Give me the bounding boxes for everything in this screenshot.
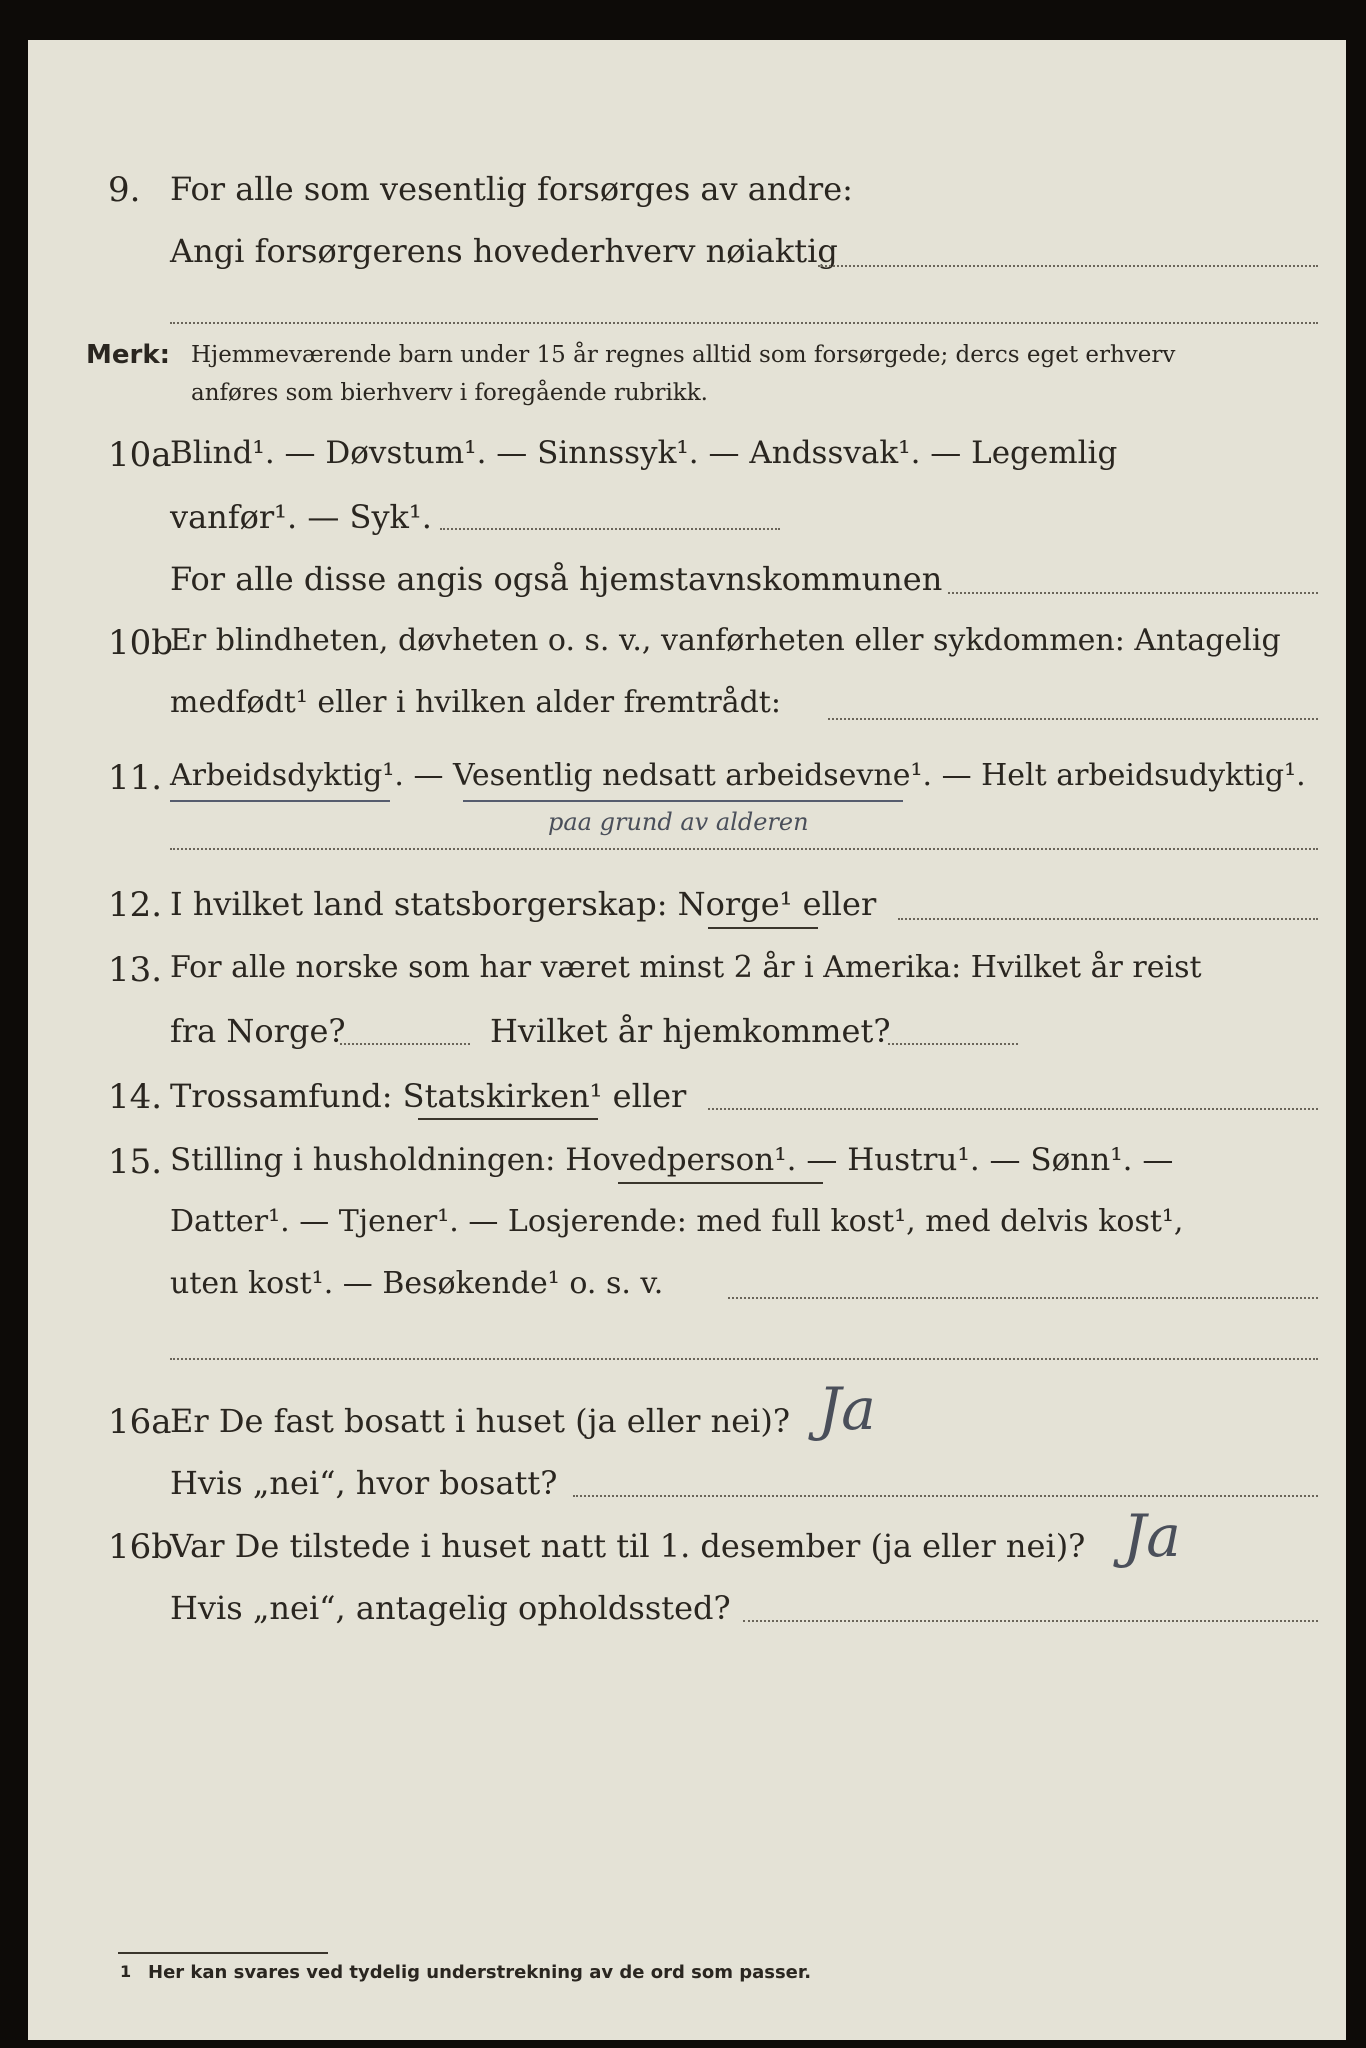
q13-line1: For alle norske som har været minst 2 år i Amerika: Hvilket år reist [170, 950, 1202, 985]
q10a-line1: Blind¹. — Døvstum¹. — Sinnssyk¹. — Andssvak¹. — Legemlig [170, 435, 1118, 471]
q11-handwritten-answer: paa grund av alderen [548, 808, 809, 836]
q10a-hjemstavn-line[interactable] [948, 592, 1318, 594]
q16b-line2: Hvis „nei“, antagelig opholdssted? [170, 1589, 731, 1627]
q16a-handwritten-answer: Ja [818, 1375, 876, 1443]
q10b-line2: medfødt¹ eller i hvilken alder fremtrådt: [170, 685, 781, 720]
q16a-line1: Er De fast bosatt i huset (ja eller nei)? [170, 1402, 791, 1440]
q15-line3: uten kost¹. — Besøkende¹ o. s. v. [170, 1266, 664, 1301]
q13-hjemkommet-line[interactable] [888, 1043, 1018, 1045]
q14-answer-line[interactable] [708, 1108, 1318, 1110]
q12-number: 12. [108, 885, 163, 925]
q10b-answer-line[interactable] [828, 718, 1318, 720]
q16b-number: 16b [108, 1527, 174, 1567]
q10b-number: 10b [108, 623, 174, 663]
q10a-syk-line[interactable] [440, 528, 780, 530]
q15-number: 15. [108, 1142, 163, 1182]
q16a-answer-line[interactable] [573, 1495, 1318, 1497]
q15-line1: Stilling i husholdningen: Hovedperson¹. — Hustru¹. — Sønn¹. — [170, 1142, 1174, 1178]
q11-answer-line[interactable] [170, 848, 1318, 850]
q13-reist-line[interactable] [340, 1043, 470, 1045]
merk-line2: anføres som bierhverv i foregående rubrikk. [191, 380, 708, 406]
q10b-line1: Er blindheten, døvheten o. s. v., vanførheten eller sykdommen: Antagelig [170, 623, 1281, 658]
q14-underline-statskirken [418, 1118, 598, 1120]
q15-line2: Datter¹. — Tjener¹. — Losjerende: med full kost¹, med delvis kost¹, [170, 1204, 1184, 1239]
q13-number: 13. [108, 950, 163, 990]
q15-answer-line-2[interactable] [170, 1358, 1318, 1360]
footnote-mark: 1 [120, 1962, 132, 1981]
q16b-line1: Var De tilstede i huset natt til 1. desember (ja eller nei)? [170, 1527, 1086, 1565]
q10a-line2: vanfør¹. — Syk¹. [170, 498, 432, 536]
q16b-answer-line[interactable] [743, 1620, 1318, 1622]
q14-line1: Trossamfund: Statskirken¹ eller [170, 1077, 687, 1115]
q12-line1: I hvilket land statsborgerskap: Norge¹ eller [170, 885, 877, 923]
q16a-number: 16a [108, 1402, 172, 1442]
q16b-handwritten-answer: Ja [1123, 1502, 1181, 1570]
q9-line2: Angi forsørgerens hovederhverv nøiaktig [170, 232, 838, 270]
q11-underline-nedsatt [463, 800, 903, 802]
q11-number: 11. [108, 758, 163, 798]
q15-answer-line[interactable] [728, 1297, 1318, 1299]
q9-number: 9. [108, 170, 141, 210]
q10a-number: 10a [108, 435, 172, 475]
q9-answer-line-2[interactable] [170, 322, 1318, 324]
census-form-page [28, 40, 1346, 2040]
q16a-line2: Hvis „nei“, hvor bosatt? [170, 1464, 558, 1502]
q13-line2b: Hvilket år hjemkommet? [490, 1012, 891, 1050]
footnote-rule [118, 1952, 328, 1954]
merk-label: Merk: [86, 340, 171, 370]
q11-underline-arbeidsdyktig [170, 800, 390, 802]
merk-line1: Hjemmeværende barn under 15 år regnes alltid som forsørgede; dercs eget erhverv [191, 342, 1176, 368]
q12-underline-norge [708, 927, 818, 929]
q15-underline-hovedperson [618, 1182, 823, 1184]
q12-answer-line[interactable] [898, 918, 1318, 920]
q14-number: 14. [108, 1077, 163, 1117]
footnote-text: Her kan svares ved tydelig understrekning av de ord som passer. [148, 1962, 812, 1983]
q10a-line3: For alle disse angis også hjemstavnskommunen [170, 560, 943, 598]
q11-line1: Arbeidsdyktig¹. — Vesentlig nedsatt arbeidsevne¹. — Helt arbeidsudyktig¹. [170, 758, 1306, 793]
q13-line2a: fra Norge? [170, 1012, 346, 1050]
q9-line1: For alle som vesentlig forsørges av andre: [170, 170, 853, 208]
q9-answer-line[interactable] [818, 265, 1318, 267]
